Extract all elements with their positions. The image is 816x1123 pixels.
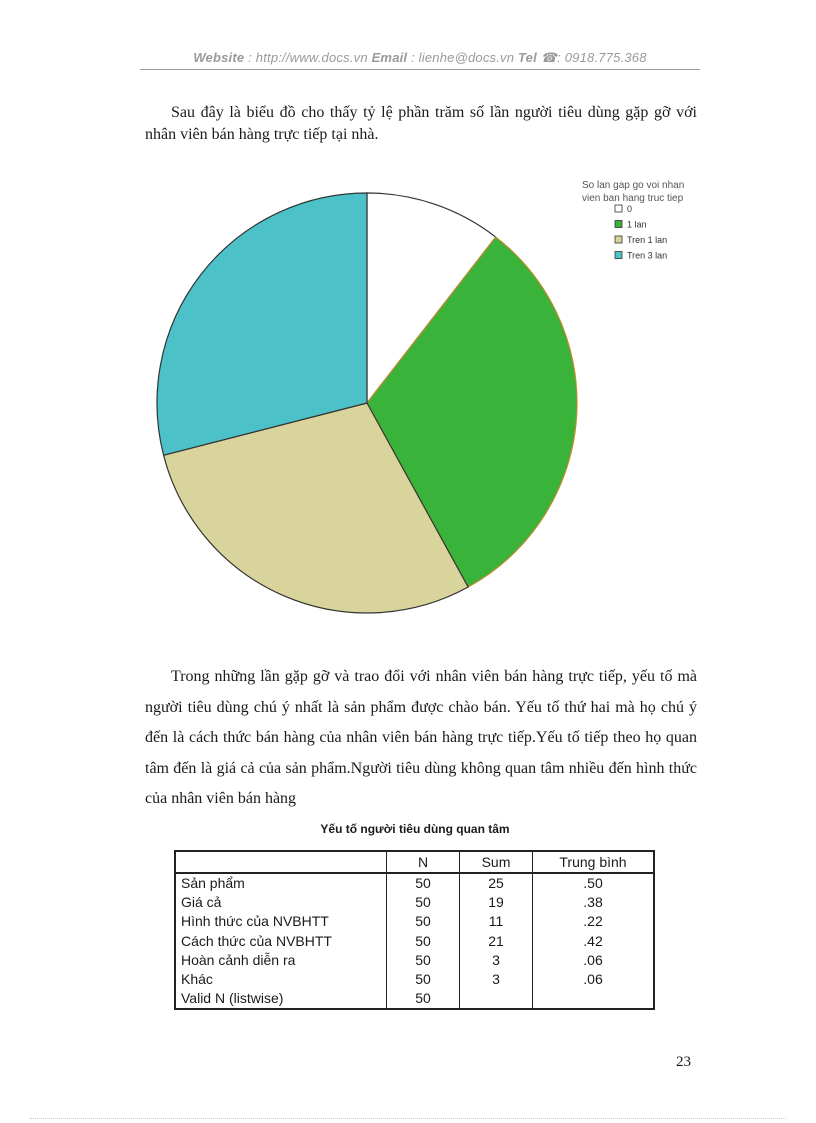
row-label: Hoàn cảnh diễn ra <box>175 951 387 970</box>
table-row <box>175 912 654 931</box>
cell-sum: 25 <box>460 873 533 893</box>
cell-sum <box>460 989 533 1009</box>
legend-label: 0 <box>627 204 633 214</box>
cell-mean: .50 <box>533 873 655 893</box>
legend-label: Tren 1 lan <box>627 235 668 245</box>
row-label: Khác <box>175 970 387 989</box>
legend-title-line: So lan gap go voi nhan <box>582 180 685 191</box>
header-cell-sum: Sum <box>460 851 533 873</box>
cell-mean: .06 <box>533 951 655 970</box>
row-label: Giá cả <box>175 893 387 912</box>
legend-swatch <box>615 236 622 243</box>
header-rule <box>140 69 700 70</box>
cell-sum: 21 <box>460 932 533 951</box>
pie-chart-svg <box>140 170 720 640</box>
table-row <box>175 989 654 1009</box>
legend-label: 1 lan <box>627 219 647 230</box>
cell-n: 50 <box>387 989 460 1009</box>
email-value: : lienhe@docs.vn <box>411 50 515 65</box>
cell-n: 50 <box>387 893 460 912</box>
cell-n: 50 <box>387 912 460 931</box>
cell-n: 50 <box>387 932 460 951</box>
header-cell-blank <box>175 851 387 873</box>
legend-label: Tren 3 lan <box>627 250 668 261</box>
table-row <box>175 951 654 970</box>
cell-n: 50 <box>387 951 460 970</box>
table-row <box>175 970 654 989</box>
row-label: Cách thức của NVBHTT <box>175 932 387 951</box>
cell-sum: 3 <box>460 951 533 970</box>
cell-n: 50 <box>387 970 460 989</box>
cell-mean: .38 <box>533 893 655 912</box>
row-label: Hình thức của NVBHTT <box>175 912 387 931</box>
body-paragraph: Trong những lần gặp gỡ và trao đổi với nhân viên bán hàng trực tiếp, yếu tố mà người tiêu dùng chú ý nhất là sản phẩm được chào bán. Yếu tố thứ hai mà họ chú ý đến là cách thức bán hàng của nhân viên bán hàng trực tiếp.Yếu tố tiếp theo họ quan tâm đến là giá cả của sản phẩm.Người tiêu dùng không quan tâm nhiều đến hình thức của nhân viên bán hàng <box>145 668 697 807</box>
row-label: Valid N (listwise) <box>175 989 387 1009</box>
table-header-row <box>175 851 654 873</box>
table-row <box>175 873 654 893</box>
cell-mean <box>533 989 655 1009</box>
tel-label: Tel <box>518 50 537 65</box>
cell-mean: .42 <box>533 932 655 951</box>
email-label: Email <box>371 50 408 65</box>
tel-value: : 0918.775.368 <box>557 50 647 65</box>
header-cell-mean: Trung bình <box>533 851 655 873</box>
page-header <box>140 50 700 66</box>
table-row <box>175 932 654 951</box>
legend-title-line: vien ban hang truc tiep <box>582 193 684 204</box>
cell-sum: 3 <box>460 970 533 989</box>
table-row <box>175 893 654 912</box>
cell-sum: 11 <box>460 912 533 931</box>
website-value: : http://www.docs.vn <box>248 50 368 65</box>
cell-n: 50 <box>387 873 460 893</box>
pie-chart <box>140 170 720 640</box>
legend-swatch <box>615 205 622 212</box>
row-label: Sản phẩm <box>175 873 387 893</box>
page-number: 23 <box>676 1054 691 1070</box>
legend-swatch <box>615 252 622 259</box>
statistics-table <box>174 850 655 1010</box>
cell-sum: 19 <box>460 893 533 912</box>
footer-rule <box>30 1118 786 1119</box>
header-cell-n: N <box>387 851 460 873</box>
cell-mean: .22 <box>533 912 655 931</box>
phone-icon: ☎ <box>540 50 558 65</box>
table-title: Yếu tố người tiêu dùng quan tâm <box>320 822 510 836</box>
legend-swatch <box>615 221 622 228</box>
intro-paragraph: Sau đây là biểu đồ cho thấy tỷ lệ phần trăm số lần người tiêu dùng gặp gỡ với nhân viên bán hàng trực tiếp tại nhà. <box>145 104 697 143</box>
cell-mean: .06 <box>533 970 655 989</box>
website-label: Website <box>193 50 245 65</box>
